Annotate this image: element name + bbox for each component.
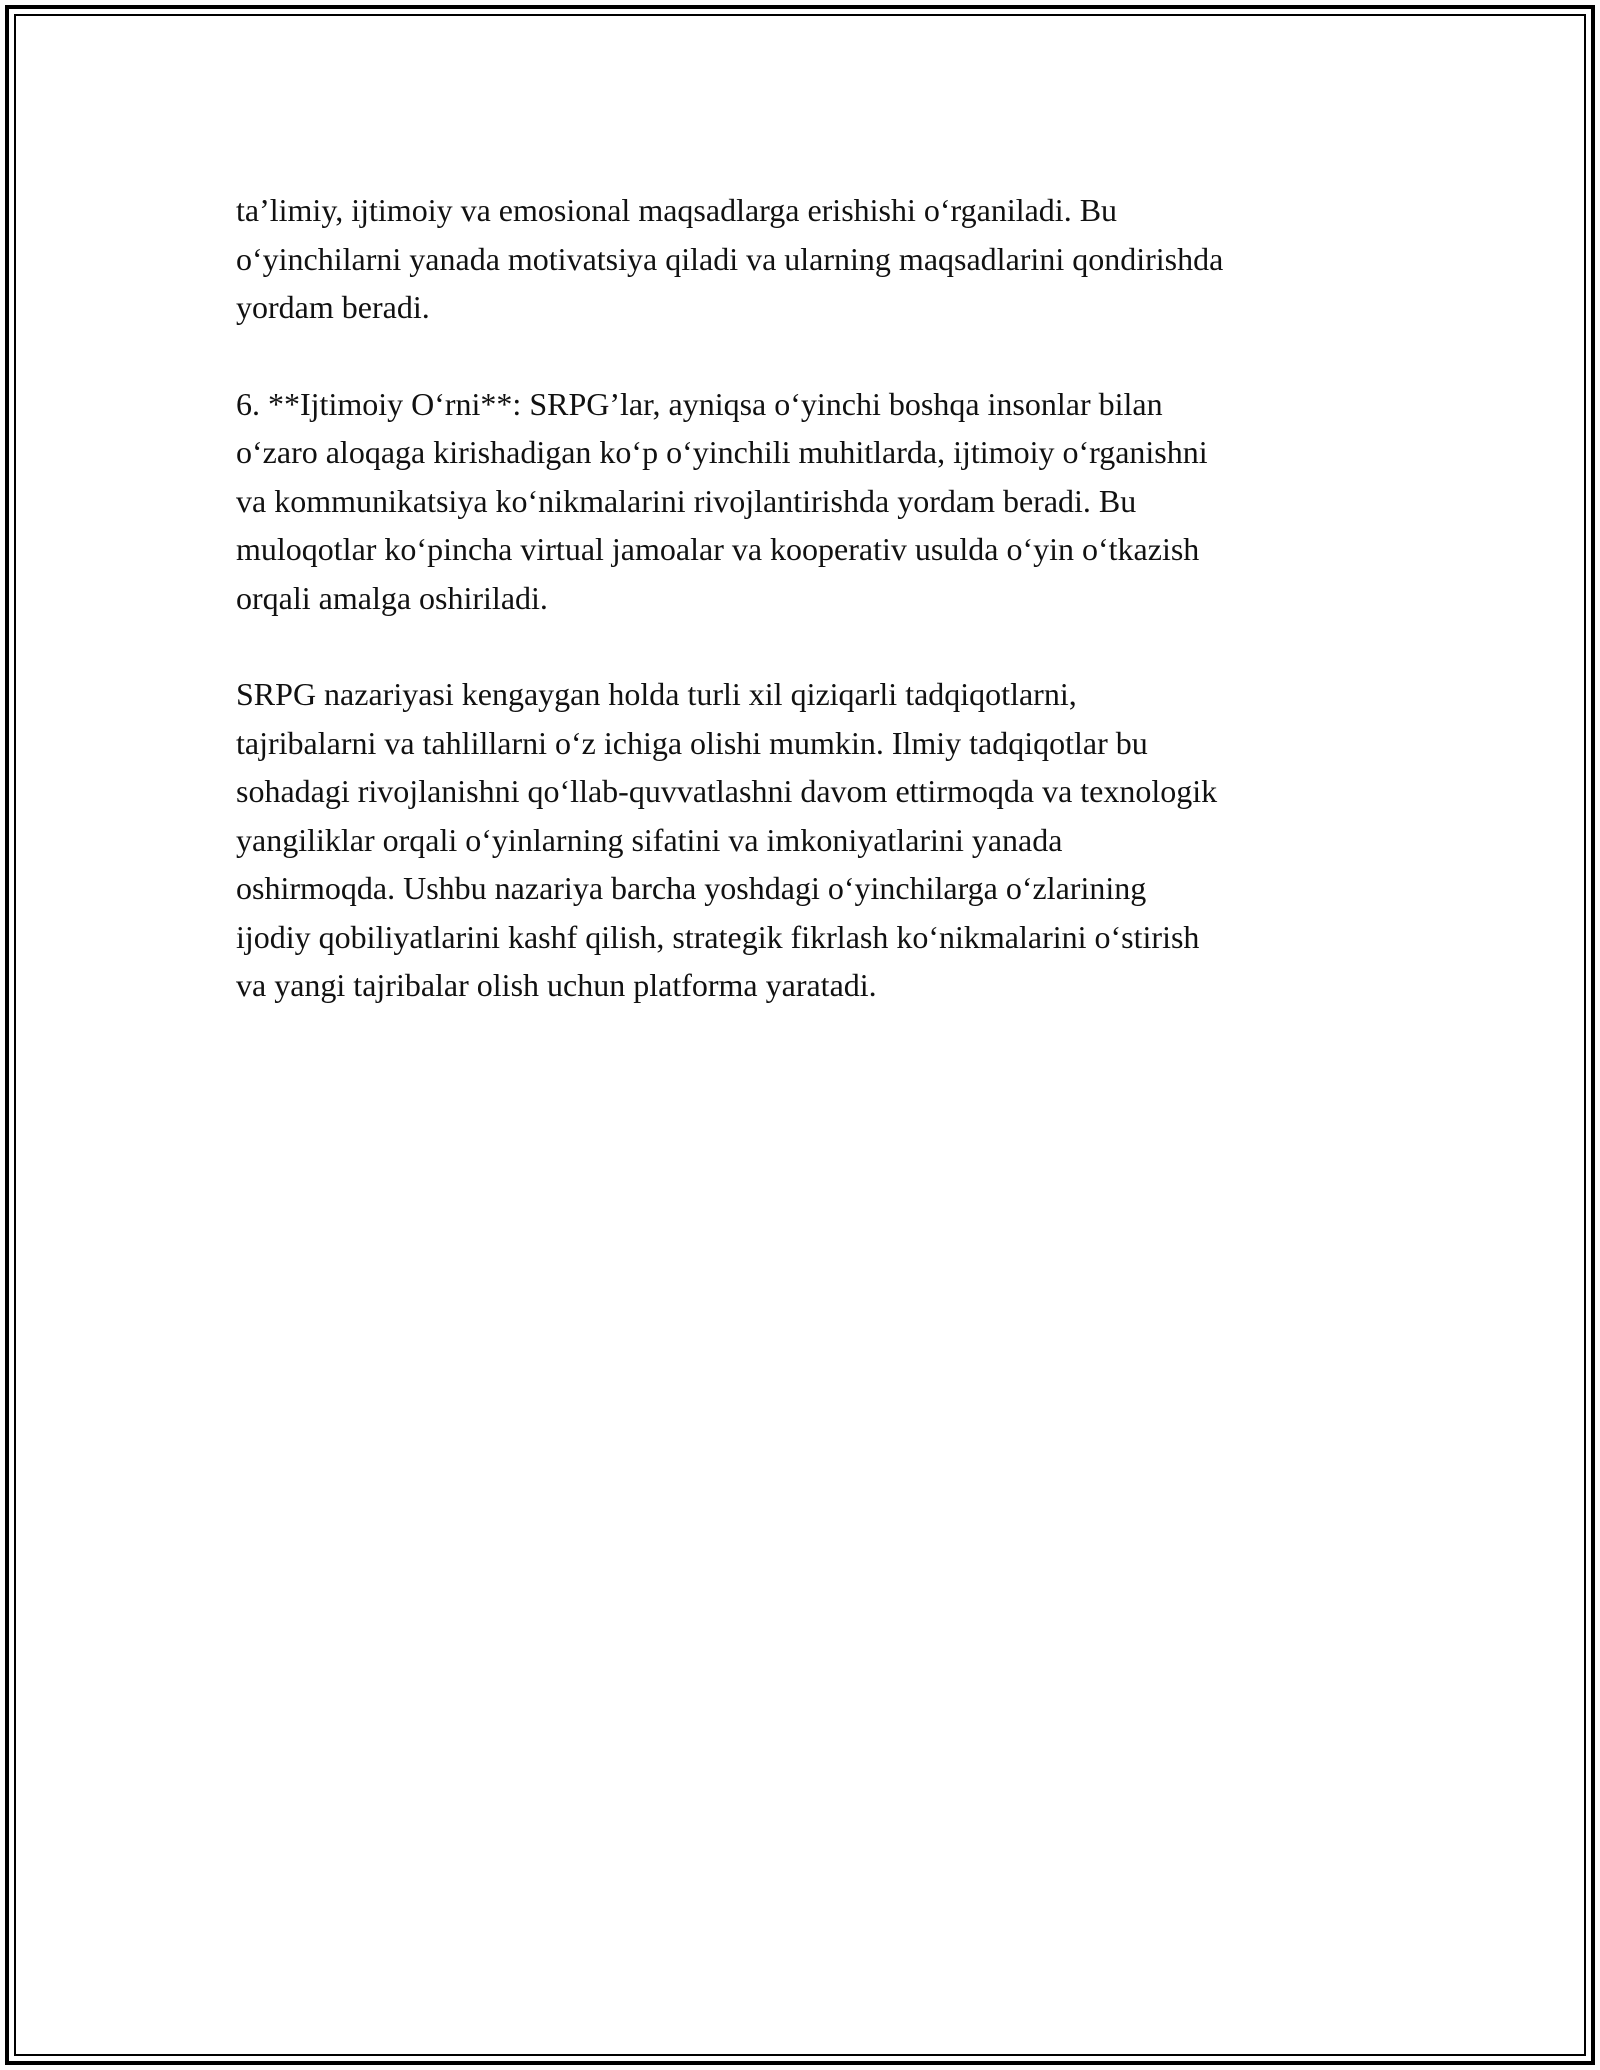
text-line: yangiliklar orqali o‘yinlarning sifatini va imkoniyatlarini yanada — [236, 821, 1063, 858]
paragraph-2 — [236, 380, 1386, 623]
text-line: yordam beradi. — [236, 289, 430, 325]
text-line: ijodiy qobiliyatlarini kashf qilish, strategik fikrlash ko‘nikmalarini o‘stirish — [236, 918, 1200, 955]
text-line: 6. **Ijtimoiy O‘rni**: SRPG’lar, ayniqsa o‘yinchi boshqa insonlar bilan — [236, 385, 1163, 422]
text-line: sohadagi rivojlanishni qo‘llab-quvvatlashni davom ettirmoqda va texnologik — [236, 773, 1218, 809]
paragraph-1 — [236, 186, 1386, 332]
paragraph-3 — [236, 670, 1386, 1010]
text-line: va kommunikatsiya ko‘nikmalarini rivojlantirishda yordam beradi. Bu — [236, 482, 1137, 519]
text-line: SRPG nazariyasi kengaygan holda turli xil qiziqarli tadqiqotlarni, — [236, 676, 1077, 712]
text-line: va yangi tajribalar olish uchun platforma yaratadi. — [236, 967, 877, 1003]
text-line: muloqotlar ko‘pincha virtual jamoalar va kooperativ usulda o‘yin o‘tkazish — [236, 531, 1200, 567]
document-body — [236, 186, 1386, 1058]
text-line: ta’limiy, ijtimoiy va emosional maqsadlarga erishishi o‘rganiladi. Bu — [236, 192, 1118, 228]
text-line: o‘yinchilarni yanada motivatsiya qiladi va ularning maqsadlarini qondirishda — [236, 240, 1224, 277]
text-line: orqali amalga oshiriladi. — [236, 579, 548, 616]
text-line: oshirmoqda. Ushbu nazariya barcha yoshdagi o‘yinchilarga o‘zlarining — [236, 870, 1147, 906]
text-line: tajribalarni va tahlillarni o‘z ichiga olishi mumkin. Ilmiy tadqiqotlar bu — [236, 724, 1148, 761]
text-line: o‘zaro aloqaga kirishadigan ko‘p o‘yinchili muhitlarda, ijtimoiy o‘rganishni — [236, 434, 1208, 470]
